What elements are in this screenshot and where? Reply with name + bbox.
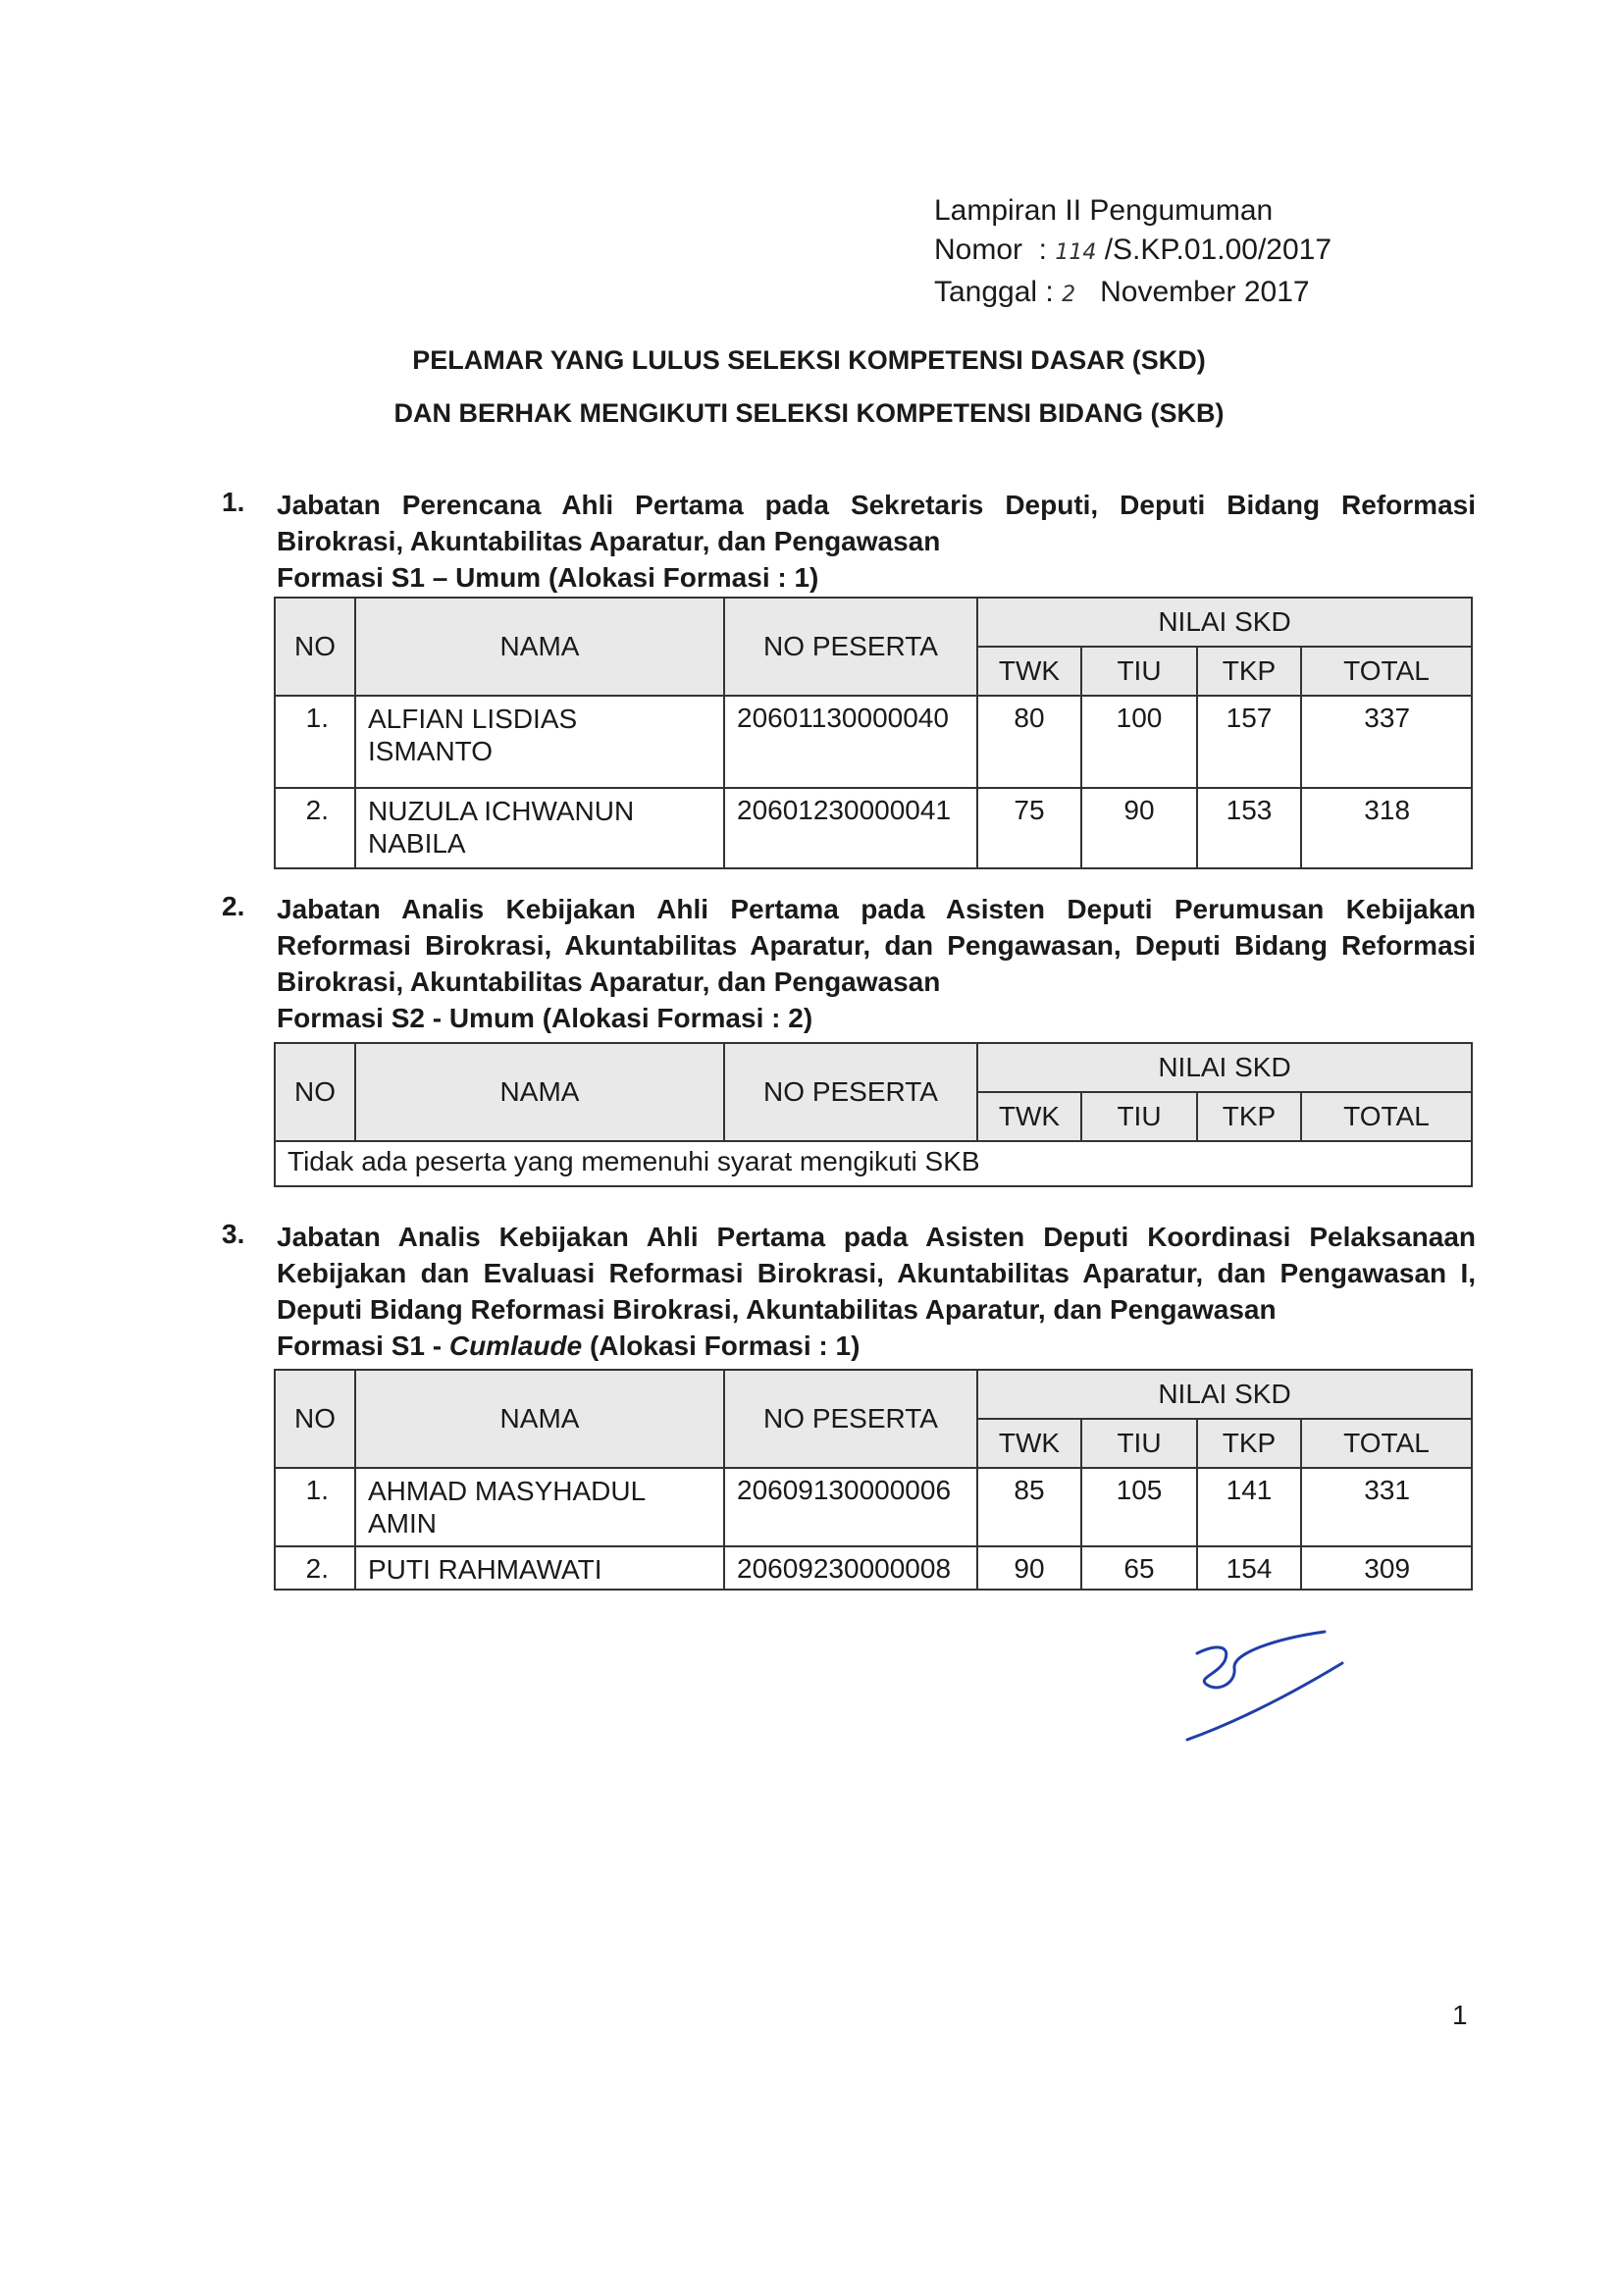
nama-line: ALFIAN LISDIAS bbox=[368, 704, 578, 734]
row-nama bbox=[355, 1468, 724, 1546]
header-no: NO bbox=[275, 1370, 355, 1468]
row-total: 331 bbox=[1301, 1468, 1472, 1546]
letter-reference bbox=[934, 191, 1331, 315]
document-title-line-1: PELAMAR YANG LULUS SELEKSI KOMPETENSI DASAR (SKD) bbox=[412, 345, 1206, 375]
results-table-1 bbox=[274, 597, 1473, 869]
lampiran-line: Lampiran II Pengumuman bbox=[934, 194, 1274, 227]
table-row bbox=[275, 696, 1472, 788]
formasi-line: Formasi S1 – Umum (Alokasi Formasi : 1) bbox=[277, 562, 819, 593]
heading-line: Jabatan Analis Kebijakan Ahli Pertama pada Asisten Deputi Koordinasi Pelaksanaan bbox=[277, 1222, 1476, 1252]
nomor-label: Nomor bbox=[934, 234, 1023, 266]
header-nama: NAMA bbox=[355, 1370, 724, 1468]
row-nama bbox=[355, 788, 724, 868]
section-number: 2. bbox=[222, 891, 245, 921]
heading-line: Jabatan Analis Kebijakan Ahli Pertama pada Asisten Deputi Perumusan Kebijakan bbox=[277, 894, 1476, 924]
row-peserta: 20609230000008 bbox=[724, 1546, 977, 1590]
header-no-peserta: NO PESERTA bbox=[724, 598, 977, 696]
tanggal-line: Tanggal : 2 November 2017 bbox=[934, 276, 1310, 308]
header-nilai-skd: NILAI SKD bbox=[977, 598, 1472, 647]
section-heading bbox=[277, 1219, 1476, 1328]
row-twk: 85 bbox=[977, 1468, 1081, 1546]
formasi-prefix: Formasi S1 - bbox=[277, 1331, 449, 1361]
row-peserta: 20601130000040 bbox=[724, 696, 977, 788]
nama-line: AMIN bbox=[368, 1508, 437, 1539]
heading-line: Deputi Bidang Reformasi Birokrasi, Akuntabilitas Aparatur, dan Pengawasan bbox=[277, 1294, 1277, 1325]
row-no: 2. bbox=[275, 1546, 355, 1590]
header-total: TOTAL bbox=[1301, 1419, 1472, 1468]
heading-line: Kebijakan dan Evaluasi Reformasi Birokrasi, Akuntabilitas Aparatur, dan Pengawasan I, bbox=[277, 1258, 1476, 1288]
row-tiu: 90 bbox=[1081, 788, 1197, 868]
row-total: 318 bbox=[1301, 788, 1472, 868]
row-tkp: 141 bbox=[1197, 1468, 1301, 1546]
table-row bbox=[275, 788, 1472, 868]
empty-message: Tidak ada peserta yang memenuhi syarat mengikuti SKB bbox=[275, 1141, 1472, 1186]
nomor-line: Nomor : 114 /S.KP.01.00/2017 bbox=[934, 234, 1332, 266]
header-tiu: TIU bbox=[1081, 647, 1197, 696]
header-tkp: TKP bbox=[1197, 647, 1301, 696]
heading-line: Birokrasi, Akuntabilitas Aparatur, dan Pengawasan bbox=[277, 526, 941, 556]
table-row bbox=[275, 1141, 1472, 1186]
tanggal-label: Tanggal bbox=[934, 276, 1038, 308]
table-row bbox=[275, 1468, 1472, 1546]
row-peserta: 20609130000006 bbox=[724, 1468, 977, 1546]
header-twk: TWK bbox=[977, 647, 1081, 696]
header-nama: NAMA bbox=[355, 598, 724, 696]
row-tkp: 153 bbox=[1197, 788, 1301, 868]
row-no: 2. bbox=[275, 788, 355, 868]
header-total: TOTAL bbox=[1301, 1092, 1472, 1141]
header-total: TOTAL bbox=[1301, 647, 1472, 696]
row-peserta: 20601230000041 bbox=[724, 788, 977, 868]
row-nama bbox=[355, 696, 724, 788]
heading-line: Birokrasi, Akuntabilitas Aparatur, dan Pengawasan bbox=[277, 966, 941, 997]
table-row bbox=[275, 1546, 1472, 1590]
header-tkp: TKP bbox=[1197, 1092, 1301, 1141]
row-nama bbox=[355, 1546, 724, 1590]
header-twk: TWK bbox=[977, 1419, 1081, 1468]
header-nama: NAMA bbox=[355, 1043, 724, 1141]
row-tiu: 65 bbox=[1081, 1546, 1197, 1590]
signature-icon bbox=[1177, 1624, 1354, 1751]
nama-line: ISMANTO bbox=[368, 736, 494, 766]
header-tiu: TIU bbox=[1081, 1419, 1197, 1468]
row-twk: 90 bbox=[977, 1546, 1081, 1590]
header-no-peserta: NO PESERTA bbox=[724, 1043, 977, 1141]
header-twk: TWK bbox=[977, 1092, 1081, 1141]
nama-line: AHMAD MASYHADUL bbox=[368, 1476, 647, 1506]
row-tkp: 154 bbox=[1197, 1546, 1301, 1590]
header-nilai-skd: NILAI SKD bbox=[977, 1043, 1472, 1092]
section-number: 1. bbox=[222, 487, 245, 517]
header-tiu: TIU bbox=[1081, 1092, 1197, 1141]
row-tiu: 105 bbox=[1081, 1468, 1197, 1546]
heading-line: Jabatan Perencana Ahli Pertama pada Sekretaris Deputi, Deputi Bidang Reformasi bbox=[277, 490, 1476, 520]
document-title-line-2: DAN BERHAK MENGIKUTI SELEKSI KOMPETENSI BIDANG (SKB) bbox=[393, 398, 1225, 428]
row-no: 1. bbox=[275, 696, 355, 788]
header-tkp: TKP bbox=[1197, 1419, 1301, 1468]
nama-line: PUTI RAHMAWATI bbox=[368, 1554, 602, 1585]
header-no: NO bbox=[275, 598, 355, 696]
section-heading bbox=[277, 487, 1476, 559]
row-total: 309 bbox=[1301, 1546, 1472, 1590]
tanggal-handwritten: 2 bbox=[1062, 283, 1076, 307]
row-total: 337 bbox=[1301, 696, 1472, 788]
row-tkp: 157 bbox=[1197, 696, 1301, 788]
formasi-suffix: (Alokasi Formasi : 1) bbox=[582, 1331, 861, 1361]
results-table-2 bbox=[274, 1042, 1473, 1187]
heading-line: Reformasi Birokrasi, Akuntabilitas Aparatur, dan Pengawasan, Deputi Bidang Reformasi bbox=[277, 930, 1476, 961]
formasi-line: Formasi S2 - Umum (Alokasi Formasi : 2) bbox=[277, 1003, 813, 1033]
nomor-handwritten: 114 bbox=[1055, 240, 1097, 265]
section-number: 3. bbox=[222, 1219, 245, 1249]
nama-line: NABILA bbox=[368, 828, 466, 859]
page-number: 1 bbox=[1452, 2000, 1468, 2030]
row-tiu: 100 bbox=[1081, 696, 1197, 788]
header-no-peserta: NO PESERTA bbox=[724, 1370, 977, 1468]
nomor-suffix: /S.KP.01.00/2017 bbox=[1104, 234, 1332, 266]
row-no: 1. bbox=[275, 1468, 355, 1546]
row-twk: 80 bbox=[977, 696, 1081, 788]
formasi-line bbox=[277, 1328, 860, 1364]
section-heading bbox=[277, 891, 1476, 1000]
header-nilai-skd: NILAI SKD bbox=[977, 1370, 1472, 1419]
header-no: NO bbox=[275, 1043, 355, 1141]
results-table-3 bbox=[274, 1369, 1473, 1591]
tanggal-month-year: November 2017 bbox=[1100, 276, 1310, 308]
formasi-cumlaude: Cumlaude bbox=[448, 1331, 583, 1361]
nama-line: NUZULA ICHWANUN bbox=[368, 796, 635, 826]
row-twk: 75 bbox=[977, 788, 1081, 868]
